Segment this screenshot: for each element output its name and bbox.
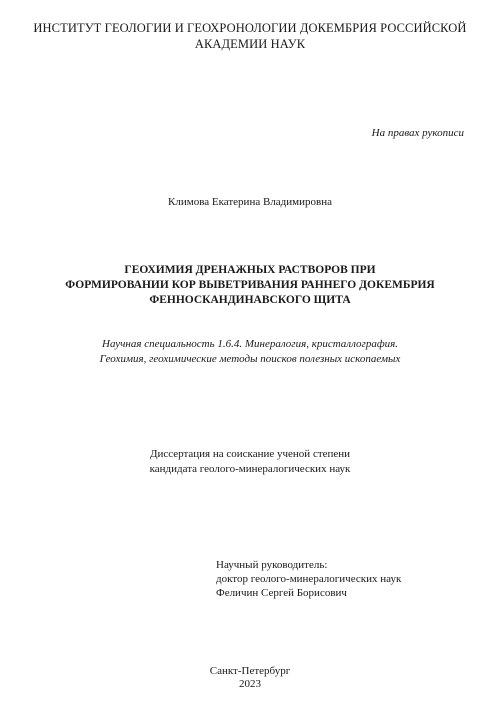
specialty-line-1: Научная специальность 1.6.4. Минералогия, кристаллография.	[102, 338, 398, 350]
supervisor-name: Феличин Сергей Борисович	[216, 587, 347, 599]
title-line-1: ГЕОХИМИЯ ДРЕНАЖНЫХ РАСТВОРОВ ПРИ	[124, 264, 376, 276]
author-name: Климова Екатерина Владимировна	[168, 196, 332, 208]
specialty	[20, 337, 480, 366]
institution-name	[20, 20, 480, 52]
title-line-2: ФОРМИРОВАНИИ КОР ВЫВЕТРИВАНИЯ РАННЕГО ДОКЕМБРИЯ	[65, 279, 435, 291]
institution-line-2: АКАДЕМИИ НАУК	[194, 37, 306, 51]
title-line-3: ФЕННОСКАНДИНАВСКОГО ЩИТА	[149, 294, 351, 306]
year: 2023	[239, 678, 261, 690]
dissertation-title	[20, 263, 480, 308]
degree-line-2: кандидата геолого-минералогических наук	[149, 462, 351, 475]
specialty-line-2: Геохимия, геохимические методы поисков полезных ископаемых	[99, 352, 401, 365]
institution-line-1: ИНСТИТУТ ГЕОЛОГИИ И ГЕОХРОНОЛОГИИ ДОКЕМБРИЯ РОССИЙСКОЙ	[33, 21, 467, 35]
degree-statement	[0, 447, 500, 476]
supervisor-block	[216, 558, 486, 600]
supervisor-label: Научный руководитель:	[216, 559, 328, 571]
place-and-year	[0, 665, 500, 691]
supervisor-degree: доктор геолого-минералогических наук	[216, 573, 402, 585]
place: Санкт-Петербург	[209, 665, 291, 677]
rights-note: На правах рукописи	[371, 127, 464, 139]
degree-line-1: Диссертация на соискание ученой степени	[149, 448, 351, 460]
